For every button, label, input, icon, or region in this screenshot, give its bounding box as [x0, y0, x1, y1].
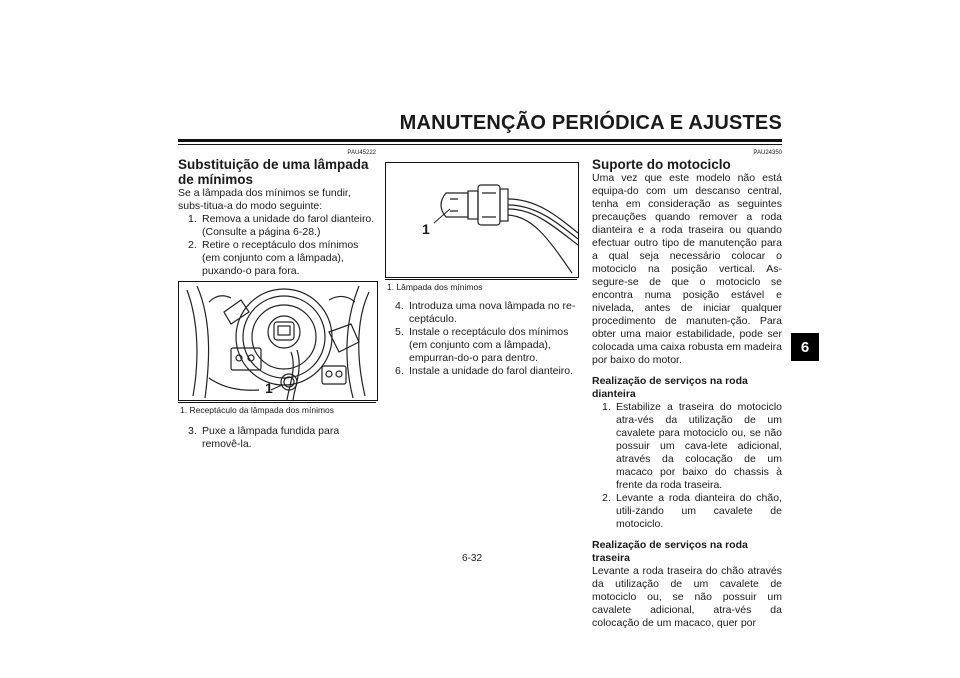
left-column-continued — [178, 425, 376, 451]
list-item: 5. Instale o receptáculo dos mínimos (em conjunto com a lâmpada), empurran-do-o para dentro. — [395, 326, 569, 364]
caption-divider — [178, 402, 376, 403]
figure-bulb — [385, 162, 579, 278]
list-item: 4. Introduza uma nova lâmpada no re-ceptáculo. — [395, 300, 576, 325]
section-heading: Suporte do motociclo — [592, 157, 731, 172]
steps-list — [385, 300, 577, 378]
list-item: 2. Levante a roda dianteira do chão, utili-zando um cavalete de motociclo. — [602, 492, 782, 530]
section-intro: Se a lâmpada dos mínimos se fundir, subs-titua-a do modo seguinte: — [178, 187, 351, 212]
page-number: 6-32 — [462, 553, 483, 564]
figure-callout-label: 1 — [422, 221, 430, 237]
list-item: 1. Remova a unidade do farol dianteiro. (Consulte a página 6-28.) — [188, 213, 375, 238]
headlight-socket-illustration — [179, 282, 377, 400]
steps-list — [178, 213, 376, 278]
list-item: 1. Estabilize a traseira do motociclo atra-vés da utilização de um cavalete para motociclo ou, se não possuir um cava-lete adicional, através da colocação de um macaco por baixo do chassis à frente da roda traseira. — [602, 401, 782, 491]
header-rule — [178, 139, 782, 142]
right-column — [592, 150, 782, 630]
subsection-heading-rear: Realização de serviços na roda traseira — [592, 539, 748, 564]
list-item: 2. Retire o receptáculo dos mínimos (em conjunto com a lâmpada), puxando-o para fora. — [188, 239, 359, 277]
figure-callout-label: 1 — [265, 380, 273, 396]
chapter-tab: 6 — [791, 333, 819, 361]
bulb-illustration — [386, 163, 578, 277]
section-code: PAU24350 — [753, 150, 782, 156]
steps-list — [592, 401, 782, 531]
steps-list — [178, 425, 376, 451]
header-rule-thin — [178, 144, 782, 145]
figure-caption: 1. Receptáculo da lâmpada dos mínimos — [180, 405, 335, 415]
caption-divider — [385, 279, 577, 280]
section-intro: Uma vez que este modelo não está equipa-do com um descanso central, tenha em consideração as seguintes precauções quando remover a roda dianteira e a roda traseira ou quando efectuar outro tipo de manutenção para a qual seja necessário colocar o motociclo na posição vertical. As-segure-se de que o motociclo se encontra numa posição estável e nivelada, antes de iniciar qualquer procedimento de manuten-ção. Para obter uma maior estabilidade, pode ser colocada uma caixa robusta em madeira por baixo do motor. — [592, 172, 782, 366]
list-item: 3. Puxe a lâmpada fundida para removê-la. — [188, 425, 340, 450]
page-title: MANUTENÇÃO PERIÓDICA E AJUSTES — [399, 112, 782, 134]
subsection-heading-front: Realização de serviços na roda dianteira — [592, 375, 748, 400]
list-item: 6. Instale a unidade do farol dianteiro. — [395, 365, 574, 377]
figure-headlight-socket — [178, 281, 378, 401]
middle-column — [385, 300, 577, 378]
rear-wheel-text: Levante a roda traseira do chão através da utilização de um cavalete de motociclo ou, se não possuir um cavalete adicional, atra-vés da colocação de um macaco, quer por — [592, 565, 782, 629]
left-column — [178, 150, 376, 278]
section-heading: Substituição de uma lâmpada de mínimos — [178, 157, 369, 187]
section-code: PAU45222 — [347, 150, 376, 156]
figure-caption: 1. Lâmpada dos mínimos — [387, 282, 483, 292]
